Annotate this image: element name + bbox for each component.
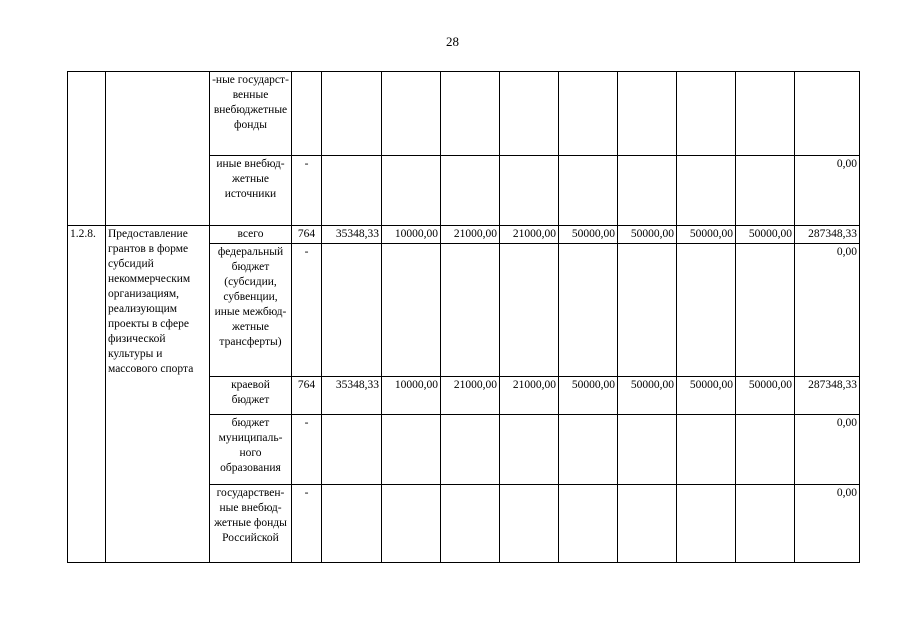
value-cell — [559, 244, 618, 377]
value-cell: 10000,00 — [382, 226, 441, 244]
value-cell: 0,00 — [795, 415, 860, 485]
value-cell — [322, 485, 382, 563]
value-cell — [618, 415, 677, 485]
value-cell — [559, 415, 618, 485]
value-cell: 287348,33 — [795, 377, 860, 415]
funding-source-cell: краевой бюджет — [210, 377, 292, 415]
code-cell: - — [292, 156, 322, 226]
value-cell — [559, 485, 618, 563]
value-cell — [382, 72, 441, 156]
row-number-cell — [68, 72, 106, 226]
value-cell — [322, 72, 382, 156]
value-cell — [736, 485, 795, 563]
value-cell — [677, 156, 736, 226]
value-cell: 50000,00 — [677, 377, 736, 415]
value-cell — [441, 485, 500, 563]
value-cell — [618, 485, 677, 563]
value-cell — [500, 244, 559, 377]
code-cell: - — [292, 485, 322, 563]
value-cell: 21000,00 — [441, 377, 500, 415]
value-cell: 0,00 — [795, 485, 860, 563]
value-cell — [618, 244, 677, 377]
value-cell — [382, 156, 441, 226]
value-cell — [441, 415, 500, 485]
value-cell: 10000,00 — [382, 377, 441, 415]
value-cell — [500, 485, 559, 563]
code-cell: - — [292, 415, 322, 485]
value-cell — [382, 415, 441, 485]
row-number-cell: 1.2.8. — [68, 226, 106, 563]
value-cell — [322, 244, 382, 377]
value-cell — [441, 72, 500, 156]
funding-source-cell: государствен-ные внебюд-жетные фонды Российской — [210, 485, 292, 563]
funding-source-cell: всего — [210, 226, 292, 244]
value-cell — [677, 485, 736, 563]
value-cell: 0,00 — [795, 156, 860, 226]
value-cell — [736, 244, 795, 377]
budget-table — [67, 71, 860, 563]
value-cell: 50000,00 — [736, 377, 795, 415]
value-cell: 50000,00 — [559, 226, 618, 244]
value-cell: 21000,00 — [500, 377, 559, 415]
value-cell — [677, 72, 736, 156]
value-cell: 21000,00 — [500, 226, 559, 244]
row-name-cell: Предоставление грантов в форме субсидий некоммерческим организациям, реализующим проекты в сфере физической культуры и массового спорта — [106, 226, 210, 563]
page-number: 28 — [446, 34, 459, 49]
value-cell — [736, 72, 795, 156]
value-cell — [677, 244, 736, 377]
value-cell: 50000,00 — [618, 377, 677, 415]
value-cell: 35348,33 — [322, 226, 382, 244]
value-cell — [441, 156, 500, 226]
value-cell: 50000,00 — [618, 226, 677, 244]
table-row — [68, 226, 860, 244]
value-cell — [559, 72, 618, 156]
value-cell: 35348,33 — [322, 377, 382, 415]
value-cell — [500, 72, 559, 156]
value-cell — [736, 415, 795, 485]
value-cell: 50000,00 — [677, 226, 736, 244]
funding-source-cell: -ные государст-венные внебюджетные фонды — [210, 72, 292, 156]
value-cell — [382, 485, 441, 563]
value-cell: 50000,00 — [559, 377, 618, 415]
value-cell — [618, 156, 677, 226]
value-cell: 50000,00 — [736, 226, 795, 244]
value-cell — [618, 72, 677, 156]
value-cell: 21000,00 — [441, 226, 500, 244]
code-cell: - — [292, 244, 322, 377]
funding-source-cell: бюджет муниципаль-ного образования — [210, 415, 292, 485]
funding-source-cell: федеральный бюджет (субсидии, субвенции, иные межбюд-жетные трансферты) — [210, 244, 292, 377]
value-cell — [736, 156, 795, 226]
value-cell — [382, 244, 441, 377]
value-cell — [322, 156, 382, 226]
value-cell — [500, 415, 559, 485]
value-cell — [441, 244, 500, 377]
value-cell — [322, 415, 382, 485]
value-cell — [795, 72, 860, 156]
row-name-cell — [106, 72, 210, 226]
value-cell: 287348,33 — [795, 226, 860, 244]
funding-source-cell: иные внебюд-жетные источники — [210, 156, 292, 226]
code-cell: 764 — [292, 226, 322, 244]
value-cell — [500, 156, 559, 226]
value-cell: 0,00 — [795, 244, 860, 377]
table-row — [68, 72, 860, 156]
value-cell — [559, 156, 618, 226]
code-cell: 764 — [292, 377, 322, 415]
value-cell — [677, 415, 736, 485]
code-cell — [292, 72, 322, 156]
